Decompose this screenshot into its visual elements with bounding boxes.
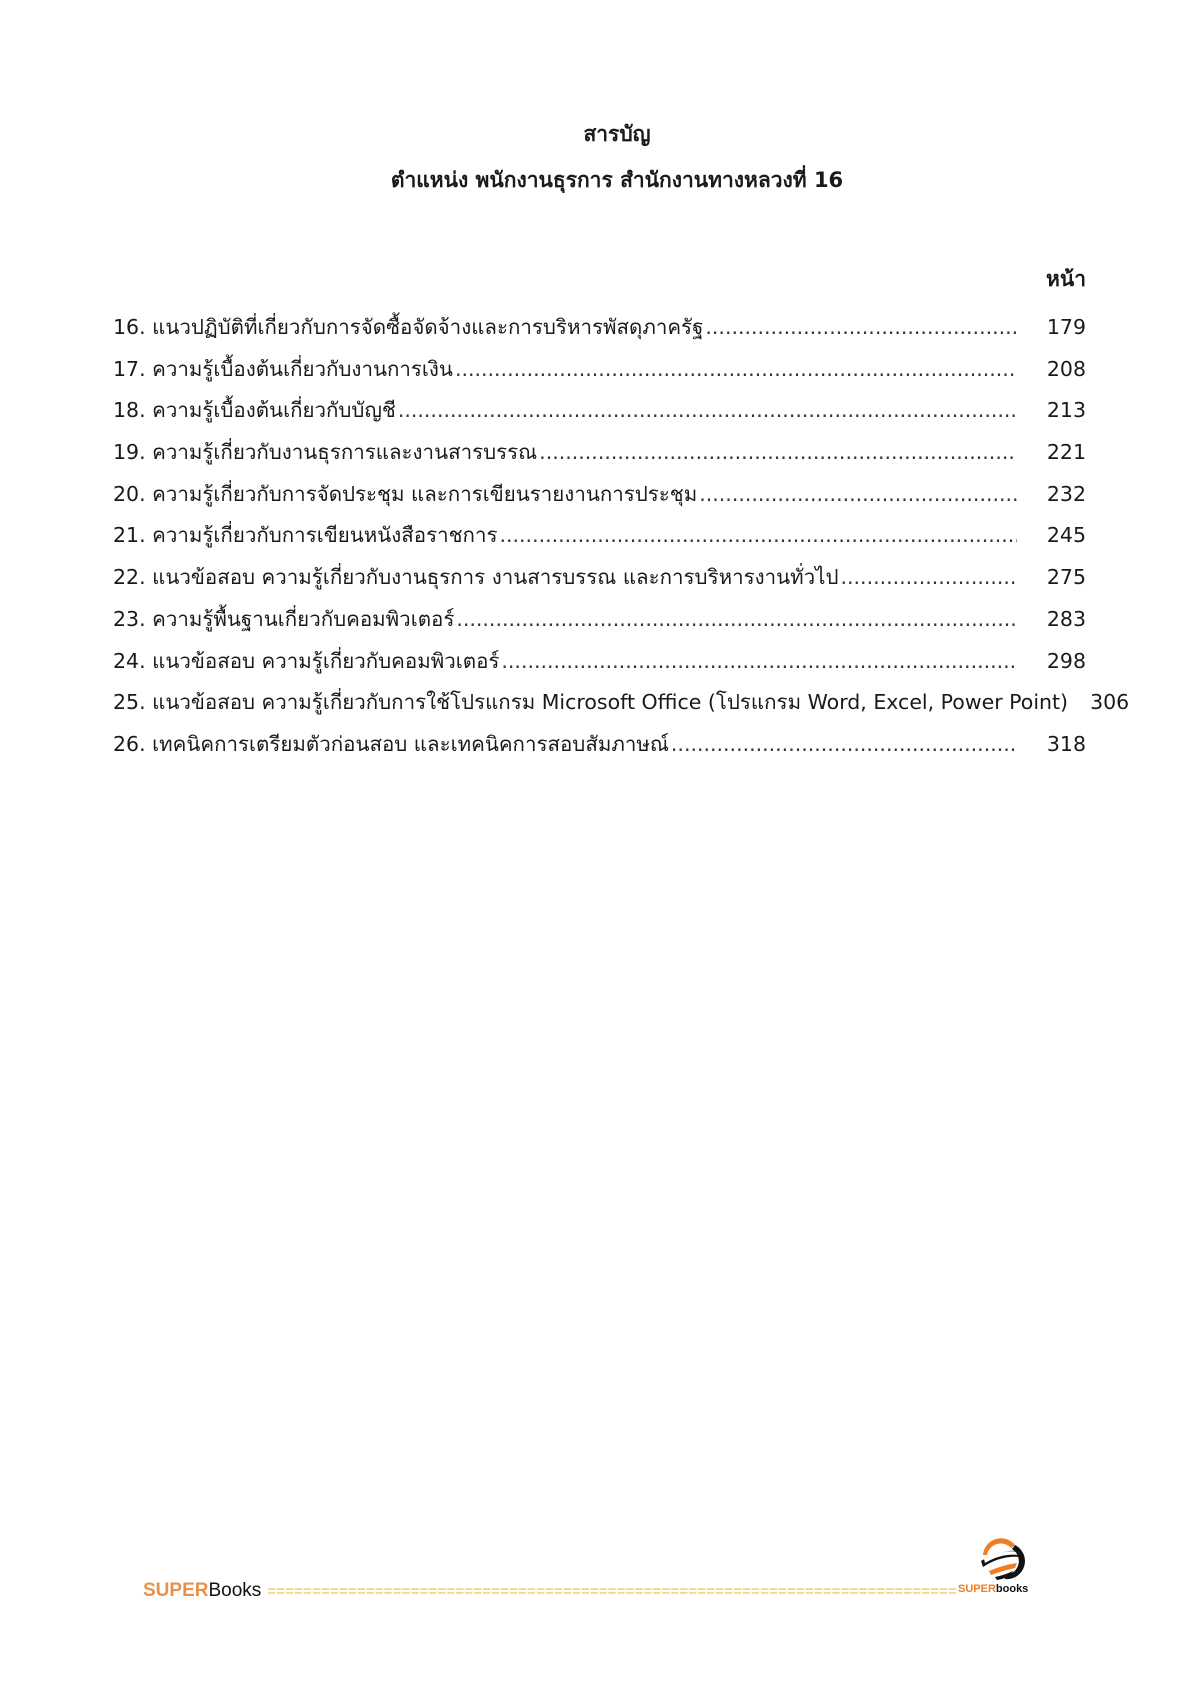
toc-entry-number: 24. bbox=[113, 648, 146, 673]
toc-entry-title bbox=[113, 311, 703, 344]
dot-leader bbox=[501, 649, 1016, 673]
page-footer bbox=[143, 1580, 967, 1604]
toc-entry-page: 179 bbox=[1046, 315, 1086, 339]
toc-entry-title bbox=[113, 561, 839, 594]
toc-entry-number: 25. bbox=[113, 690, 146, 715]
dot-leader bbox=[456, 607, 1017, 631]
toc-entry-page: 306 bbox=[1090, 690, 1130, 715]
logo-text-super: SUPER bbox=[958, 1583, 996, 1595]
toc-entry-number: 21. bbox=[113, 523, 146, 548]
toc-entry-page: 232 bbox=[1046, 481, 1086, 506]
toc-entry-number: 22. bbox=[113, 565, 146, 590]
toc-entry-title bbox=[113, 436, 537, 469]
toc-entry-text: ความรู้เกี่ยวกับงานธุรการและงานสารบรรณ bbox=[152, 440, 538, 465]
toc-entry-title bbox=[113, 686, 1068, 719]
toc-entry-number: 16. bbox=[113, 315, 146, 339]
toc-entry-text: ความรู้เบื้องต้นเกี่ยวกับบัญชี bbox=[152, 398, 396, 423]
toc-entry-17 bbox=[113, 353, 1086, 395]
toc-entry-page: 298 bbox=[1046, 648, 1086, 673]
dot-leader bbox=[398, 398, 1017, 422]
dot-leader bbox=[539, 440, 1017, 464]
toc-entry-19 bbox=[113, 436, 1086, 478]
logo-wordmark bbox=[958, 1583, 1028, 1595]
toc-entry-title bbox=[113, 394, 396, 427]
toc-entry-number: 19. bbox=[113, 440, 146, 465]
toc-entry-text: แนวข้อสอบ ความรู้เกี่ยวกับงานธุรการ งานสารบรรณ และการบริหารงานทั่วไป bbox=[152, 565, 839, 590]
toc-entry-26 bbox=[113, 728, 1086, 770]
toc-entry-number: 26. bbox=[113, 731, 146, 756]
toc-entry-number: 20. bbox=[113, 481, 146, 506]
toc-entry-24 bbox=[113, 645, 1086, 687]
toc-entry-text: แนวข้อสอบ ความรู้เกี่ยวกับการใช้โปรแกรม Microsoft Office (โปรแกรม Word, Excel, Power Point) bbox=[152, 690, 1069, 715]
toc-entry-number: 17. bbox=[113, 356, 146, 381]
page-subtitle: ตำแหน่ง พนักงานธุรการ สำนักงานทางหลวงที่ 16 bbox=[390, 168, 844, 192]
table-of-contents bbox=[113, 311, 1130, 770]
toc-entry-title bbox=[113, 353, 453, 386]
toc-entry-title bbox=[113, 603, 454, 636]
dot-leader bbox=[671, 732, 1017, 756]
dot-leader bbox=[705, 315, 1016, 339]
dot-leader bbox=[499, 523, 1016, 547]
toc-entry-page: 283 bbox=[1046, 606, 1086, 631]
toc-entry-number: 23. bbox=[113, 606, 146, 631]
toc-entry-text: ความรู้เกี่ยวกับการจัดประชุม และการเขียนรายงานการประชุม bbox=[152, 481, 698, 506]
toc-entry-title bbox=[113, 478, 697, 511]
toc-entry-text: เทคนิคการเตรียมตัวก่อนสอบ และเทคนิคการสอบสัมภาษณ์ bbox=[152, 731, 669, 756]
footer-rule: ============================================================================= bbox=[267, 1583, 958, 1600]
dot-leader bbox=[841, 565, 1017, 589]
toc-entry-16 bbox=[113, 311, 1086, 353]
toc-entry-page: 245 bbox=[1046, 523, 1086, 548]
toc-entry-18 bbox=[113, 394, 1086, 436]
toc-entry-title bbox=[113, 645, 499, 678]
toc-entry-text: ความรู้เกี่ยวกับการเขียนหนังสือราชการ bbox=[152, 523, 498, 548]
toc-entry-text: ความรู้เบื้องต้นเกี่ยวกับงานการเงิน bbox=[152, 356, 453, 381]
superbooks-logo bbox=[955, 1533, 1045, 1599]
toc-entry-page: 213 bbox=[1046, 398, 1086, 423]
toc-entry-title bbox=[113, 728, 669, 761]
footer-brand-books: Books bbox=[208, 1580, 262, 1601]
superbooks-logo-icon bbox=[975, 1535, 1025, 1583]
toc-entry-text: แนวข้อสอบ ความรู้เกี่ยวกับคอมพิวเตอร์ bbox=[152, 648, 500, 673]
dot-leader bbox=[455, 357, 1017, 381]
toc-entry-page: 318 bbox=[1046, 731, 1086, 756]
footer-brand-super: SUPER bbox=[143, 1580, 209, 1601]
toc-entry-page: 208 bbox=[1046, 356, 1086, 381]
toc-entry-25 bbox=[113, 686, 1130, 728]
toc-entry-page: 275 bbox=[1046, 565, 1086, 590]
toc-entry-22 bbox=[113, 561, 1086, 603]
toc-entry-text: ความรู้พื้นฐานเกี่ยวกับคอมพิวเตอร์ bbox=[152, 606, 455, 631]
dot-leader bbox=[699, 482, 1017, 506]
page-title: สารบัญ bbox=[583, 122, 651, 146]
toc-entry-21 bbox=[113, 519, 1086, 561]
toc-entry-number: 18. bbox=[113, 398, 146, 423]
toc-entry-23 bbox=[113, 603, 1086, 645]
logo-text-books: books bbox=[995, 1583, 1029, 1595]
toc-entry-page: 221 bbox=[1046, 440, 1086, 465]
page-column-header: หน้า bbox=[1046, 267, 1086, 291]
toc-entry-20 bbox=[113, 478, 1086, 520]
toc-entry-text: แนวปฏิบัติที่เกี่ยวกับการจัดซื้อจัดจ้างและการบริหารพัสดุภาครัฐ bbox=[152, 315, 704, 339]
toc-entry-title bbox=[113, 519, 497, 552]
